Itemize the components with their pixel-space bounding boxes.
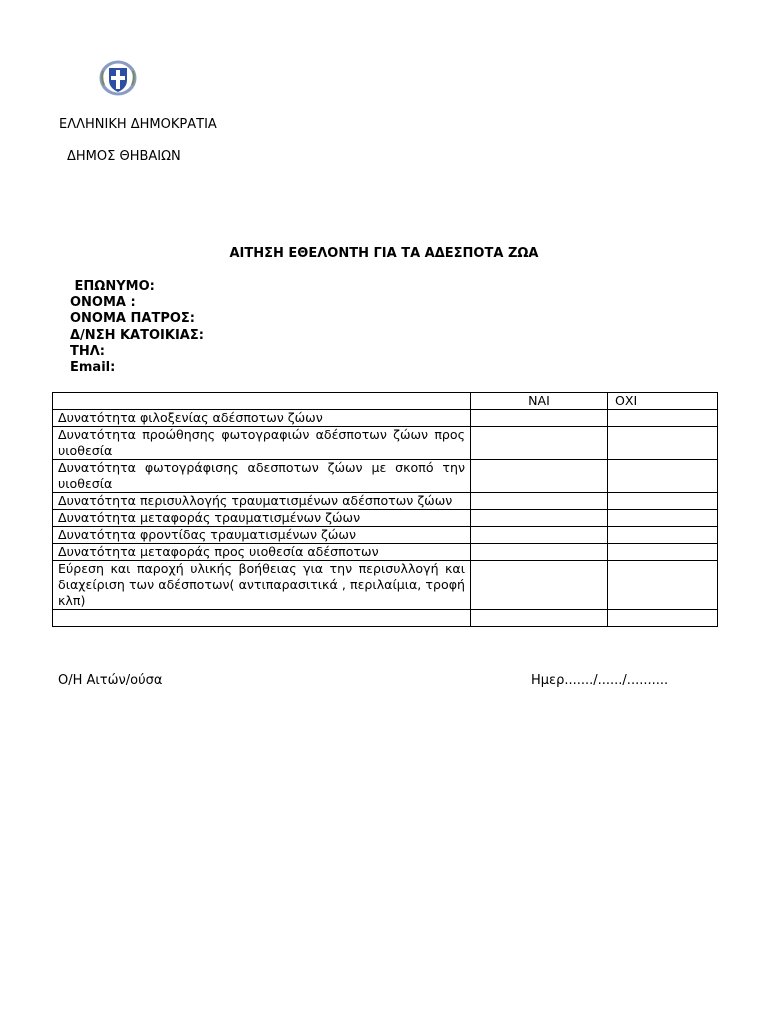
no-cell[interactable] bbox=[608, 493, 718, 510]
row-question: Δυνατότητα μεταφοράς τραυματισμένων ζώων bbox=[53, 510, 471, 527]
row-question: Δυνατότητα φιλοξενίας αδέσποτων ζώων bbox=[53, 410, 471, 427]
row-question: Δυνατότητα προώθησης φωτογραφιών αδέσποτων ζώων προς υιοθεσία bbox=[53, 427, 471, 460]
date-field[interactable]: Ημερ......./....../.......... bbox=[531, 673, 669, 688]
table-row bbox=[53, 493, 718, 510]
field-surname-label: ΕΠΩΝΥΜΟ: bbox=[70, 279, 155, 294]
applicant-fields bbox=[70, 279, 204, 376]
yes-cell[interactable] bbox=[471, 460, 608, 493]
row-question: Δυνατότητα περισυλλογής τραυματισμένων αδέσποτων ζώων bbox=[53, 493, 471, 510]
no-cell[interactable] bbox=[608, 561, 718, 610]
row-question: Δυνατότητα φροντίδας τραυματισμένων ζώων bbox=[53, 527, 471, 544]
column-no-header: ΟΧΙ bbox=[608, 393, 718, 410]
field-address-label: Δ/ΝΣΗ ΚΑΤΟΙΚΙΑΣ: bbox=[70, 327, 204, 343]
row-question: Εύρεση και παροχή υλικής βοήθειας για την περισυλλογή και διαχείριση των αδέσποτων( αντιπαρασιτικά , περιλαίμια, τροφή κλπ) bbox=[53, 561, 471, 610]
municipality-name: ΔΗΜΟΣ ΘΗΒΑΙΩΝ bbox=[67, 149, 181, 164]
no-cell[interactable] bbox=[608, 510, 718, 527]
country-name: ΕΛΛΗΝΙΚΗ ΔΗΜΟΚΡΑΤΙΑ bbox=[59, 117, 217, 132]
no-cell[interactable] bbox=[608, 610, 718, 627]
yes-cell[interactable] bbox=[471, 427, 608, 460]
yes-cell[interactable] bbox=[471, 561, 608, 610]
row-question: Δυνατότητα φωτογράφισης αδεσποτων ζώων με σκοπό την υιοθεσία bbox=[53, 460, 471, 493]
yes-cell[interactable] bbox=[471, 493, 608, 510]
table-row bbox=[53, 610, 718, 627]
table-row bbox=[53, 527, 718, 544]
table-header-empty bbox=[53, 393, 471, 410]
volunteer-options-table bbox=[52, 392, 718, 627]
row-question: Δυνατότητα μεταφοράς προς υιοθεσία αδέσποτων bbox=[53, 544, 471, 561]
applicant-signature-label: Ο/Η Αιτών/ούσα bbox=[58, 673, 163, 688]
yes-cell[interactable] bbox=[471, 410, 608, 427]
table-row bbox=[53, 427, 718, 460]
row-question bbox=[53, 610, 471, 627]
yes-cell[interactable] bbox=[471, 510, 608, 527]
greek-coat-of-arms-icon bbox=[98, 59, 138, 97]
field-phone-label: ΤΗΛ: bbox=[70, 343, 106, 359]
table-row bbox=[53, 460, 718, 493]
table-row bbox=[53, 510, 718, 527]
column-yes-header: ΝΑΙ bbox=[471, 393, 608, 410]
no-cell[interactable] bbox=[608, 544, 718, 561]
field-email-label: Email: bbox=[70, 360, 116, 376]
no-cell[interactable] bbox=[608, 410, 718, 427]
table-row bbox=[53, 544, 718, 561]
no-cell[interactable] bbox=[608, 460, 718, 493]
yes-cell[interactable] bbox=[471, 544, 608, 561]
field-name-label: ΟΝΟΜΑ : bbox=[70, 295, 136, 311]
document-title: ΑΙΤΗΣΗ ΕΘΕΛΟΝΤΗ ΓΙΑ ΤΑ ΑΔΕΣΠΟΤΑ ΖΩΑ bbox=[229, 246, 539, 261]
no-cell[interactable] bbox=[608, 427, 718, 460]
field-father-name-label: ΟΝΟΜΑ ΠΑΤΡΟΣ: bbox=[70, 311, 195, 327]
table-header-row bbox=[53, 393, 718, 410]
yes-cell[interactable] bbox=[471, 527, 608, 544]
no-cell[interactable] bbox=[608, 527, 718, 544]
table-row bbox=[53, 561, 718, 610]
table-row bbox=[53, 410, 718, 427]
yes-cell[interactable] bbox=[471, 610, 608, 627]
